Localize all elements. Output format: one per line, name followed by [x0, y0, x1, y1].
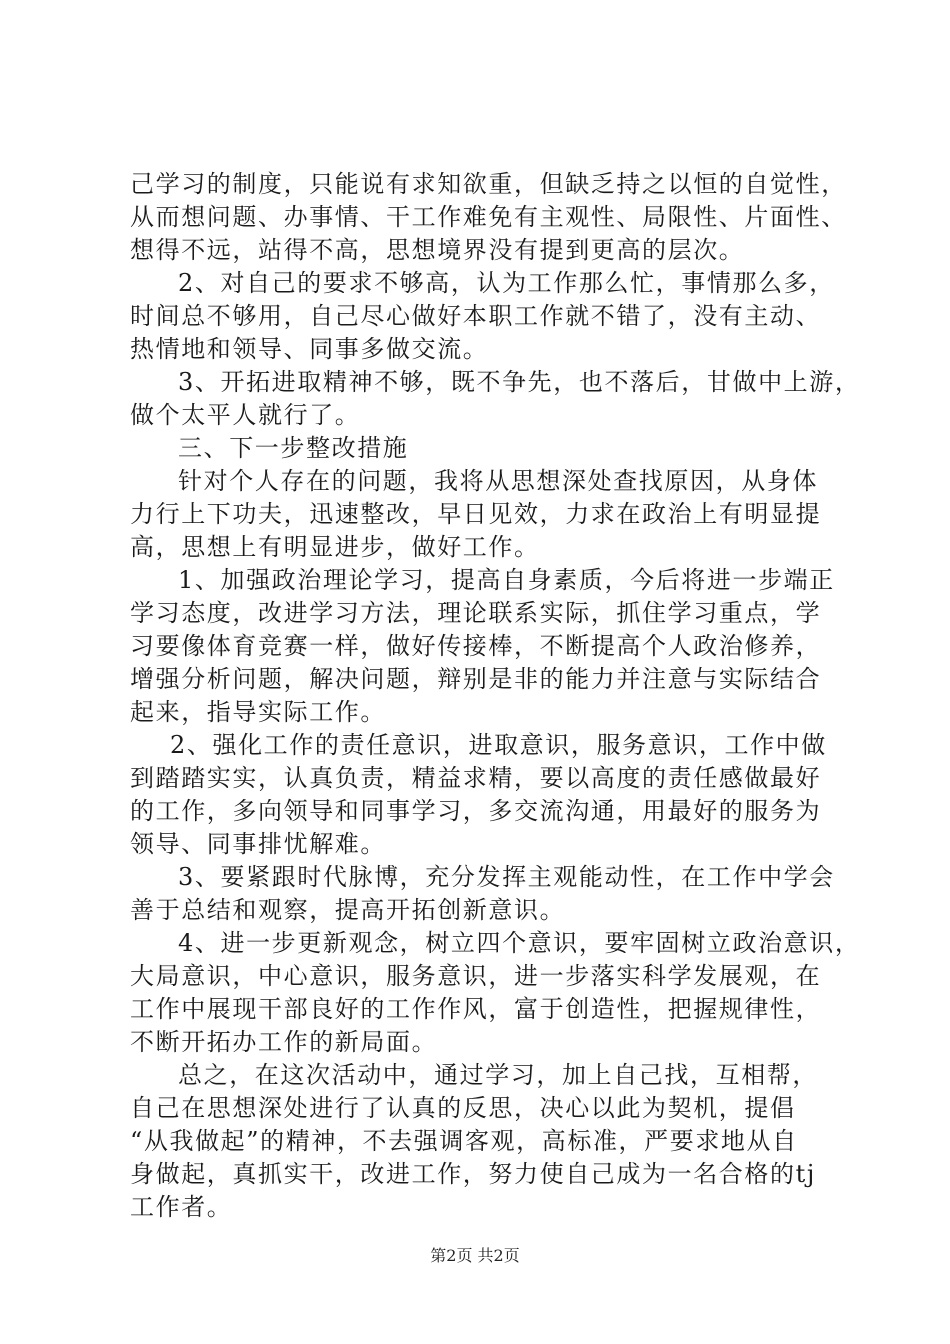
text-line: 身做起，真抓实干，改进工作，努力使自己成为一名合格的tj — [130, 1160, 816, 1188]
paragraph-start-line: 针对个人存在的问题，我将从思想深处查找原因，从身体 — [178, 467, 818, 495]
text-line: 起来，指导实际工作。 — [130, 698, 386, 726]
paragraph-start-line: 2、强化工作的责任意识，进取意识，服务意识，工作中做 — [170, 731, 827, 759]
text-line: 到踏踏实实，认真负责，精益求精，要以高度的责任感做最好 — [130, 764, 822, 792]
text-line: 增强分析问题，解决问题，辩别是非的能力并注意与实际结合 — [130, 665, 822, 693]
text-line: 热情地和领导、同事多做交流。 — [130, 335, 489, 363]
section-heading: 三、下一步整改措施 — [178, 434, 409, 462]
paragraph-start-line: 2、对自己的要求不够高，认为工作那么忙，事情那么多， — [178, 269, 835, 297]
text-line: 善于总结和观察，提高开拓创新意识。 — [130, 896, 566, 924]
text-line: 学习态度，改进学习方法，理论联系实际，抓住学习重点，学 — [130, 599, 822, 627]
text-line: 做个太平人就行了。 — [130, 401, 361, 429]
text-line: 工作中展现干部良好的工作作风，富于创造性，把握规律性， — [130, 995, 822, 1023]
text-line: 习要像体育竞赛一样，做好传接棒，不断提高个人政治修养， — [130, 632, 822, 660]
text-line: 时间总不够用，自己尽心做好本职工作就不错了，没有主动、 — [130, 302, 822, 330]
text-line: 己学习的制度，只能说有求知欲重，但缺乏持之以恒的自觉性， — [130, 170, 847, 198]
paragraph-start-line: 总之，在这次活动中，通过学习，加上自己找，互相帮， — [178, 1061, 818, 1089]
text-line: 领导、同事排忧解难。 — [130, 830, 386, 858]
text-line: 工作者。 — [130, 1193, 233, 1221]
text-line: 不断开拓办工作的新局面。 — [130, 1028, 438, 1056]
text-line: 从而想问题、办事情、干工作难免有主观性、局限性、片面性、 — [130, 203, 847, 231]
paragraph-start-line: 1、加强政治理论学习，提高自身素质，今后将进一步端正 — [178, 566, 835, 594]
text-line: 自己在思想深处进行了认真的反思，决心以此为契机，提倡 — [130, 1094, 796, 1122]
text-line: 想得不远，站得不高，思想境界没有提到更高的层次。 — [130, 236, 745, 264]
paragraph-start-line: 3、开拓进取精神不够，既不争先，也不落后，甘做中上游， — [178, 368, 861, 396]
document-body — [130, 168, 861, 1224]
paragraph-start-line: 4、进一步更新观念，树立四个意识，要牢固树立政治意识， — [178, 929, 861, 957]
text-line: 的工作，多向领导和同事学习，多交流沟通，用最好的服务为 — [130, 797, 822, 825]
text-line: 大局意识，中心意识，服务意识，进一步落实科学发展观，在 — [130, 962, 822, 990]
text-line: 高，思想上有明显进步，做好工作。 — [130, 533, 540, 561]
page-footer — [0, 1246, 950, 1266]
text-line: 力行上下功夫，迅速整改，早日见效，力求在政治上有明显提 — [130, 500, 822, 528]
paragraph-start-line: 3、要紧跟时代脉博，充分发挥主观能动性，在工作中学会 — [178, 863, 835, 891]
text-line: “从我做起”的精神，不去强调客观，高标准，严要求地从自 — [130, 1127, 798, 1155]
page-number: 第2页 共2页 — [430, 1246, 520, 1265]
